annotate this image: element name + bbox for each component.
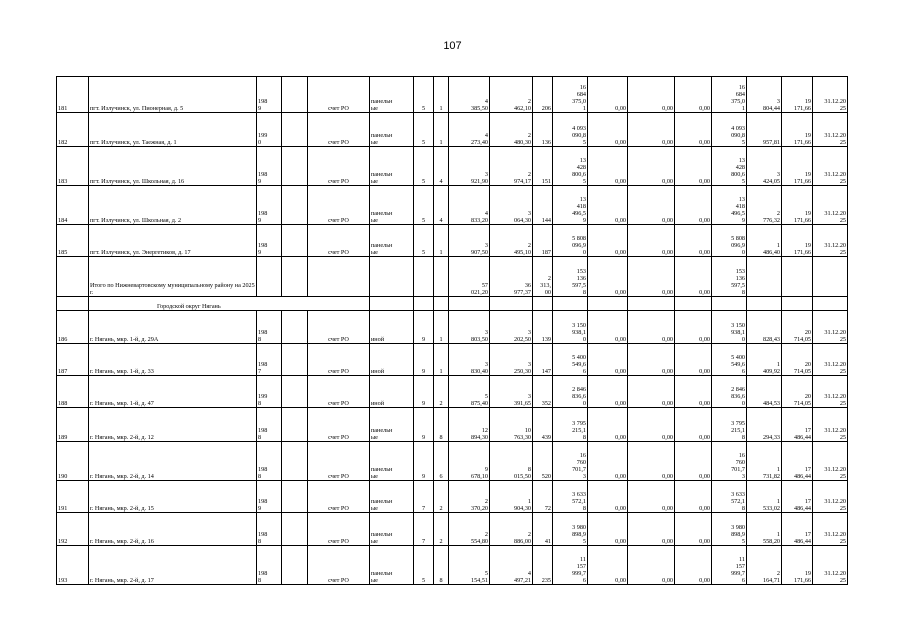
cell-cost: 11 157 999,7 6 bbox=[553, 546, 588, 585]
cell-c1: 0,00 bbox=[588, 513, 628, 546]
cell-address: пгт. Излучинск, ул. Таежная, д. 1 bbox=[89, 113, 257, 147]
cell-empty bbox=[282, 442, 308, 481]
cell-cost2: 3 795 215,1 8 bbox=[712, 408, 747, 442]
cell-sp2: 19 171,66 bbox=[782, 546, 813, 585]
table-row bbox=[57, 186, 848, 225]
cell-entr: 1 bbox=[434, 113, 449, 147]
cell-c2: 0,00 bbox=[628, 311, 675, 344]
cell-c1: 0,00 bbox=[588, 225, 628, 257]
cell-entr: 8 bbox=[434, 546, 449, 585]
cell-people: 41 bbox=[533, 513, 553, 546]
cell-wall: панельн ые bbox=[370, 442, 414, 481]
cell-area1: 12 894,30 bbox=[449, 408, 490, 442]
cell-sp2: 20 714,05 bbox=[782, 311, 813, 344]
table-row bbox=[57, 77, 848, 113]
cell-floors: 5 bbox=[414, 77, 434, 113]
table-row bbox=[57, 225, 848, 257]
cell-year: 198 8 bbox=[257, 442, 282, 481]
cell-floors: 5 bbox=[414, 113, 434, 147]
cell-address: пгт. Излучинск, ул. Пионерная, д. 5 bbox=[89, 77, 257, 113]
table-row bbox=[57, 546, 848, 585]
cell-c1: 0,00 bbox=[588, 546, 628, 585]
cell-date: 31.12.20 25 bbox=[813, 186, 848, 225]
cell-cost2: 4 093 090,8 5 bbox=[712, 113, 747, 147]
cell-area2: 3 250,30 bbox=[490, 344, 533, 376]
cell-cost: 3 150 938,1 0 bbox=[553, 311, 588, 344]
total-label: Итого по Нижневартовскому муниципальному району на 2025 г. bbox=[89, 257, 257, 297]
cell-year: 198 9 bbox=[257, 225, 282, 257]
cell-people: 147 bbox=[533, 344, 553, 376]
cell-no: 181 bbox=[57, 77, 89, 113]
cell-c3: 0,00 bbox=[675, 311, 712, 344]
table-row bbox=[57, 481, 848, 513]
table-body-city bbox=[57, 311, 848, 585]
cell-wall: панельн ые bbox=[370, 147, 414, 186]
cell-cost2: 13 418 496,5 9 bbox=[712, 186, 747, 225]
cell-area2: 8 015,50 bbox=[490, 442, 533, 481]
cell-c1: 0,00 bbox=[588, 481, 628, 513]
cell-no: 190 bbox=[57, 442, 89, 481]
cell-entr: 1 bbox=[434, 311, 449, 344]
table-row bbox=[57, 344, 848, 376]
cell-sp1: 294,33 bbox=[747, 408, 782, 442]
cell-c1: 0,00 bbox=[588, 408, 628, 442]
cell-cost: 5 400 549,6 6 bbox=[553, 344, 588, 376]
cell-area1: 5 154,51 bbox=[449, 546, 490, 585]
cell-floors: 9 bbox=[414, 376, 434, 408]
total-cost: 153 136 597,5 8 bbox=[553, 257, 588, 297]
cell-c2: 0,00 bbox=[628, 442, 675, 481]
cell-area1: 3 907,50 bbox=[449, 225, 490, 257]
cell-area2: 3 391,65 bbox=[490, 376, 533, 408]
page-number: 107 bbox=[443, 40, 462, 52]
table-row bbox=[57, 442, 848, 481]
cell-area1: 5 875,40 bbox=[449, 376, 490, 408]
cell-c1: 0,00 bbox=[588, 442, 628, 481]
cell-c3: 0,00 bbox=[675, 376, 712, 408]
cell-cost: 16 684 375,0 1 bbox=[553, 77, 588, 113]
total-row bbox=[57, 257, 848, 297]
cell-c1: 0,00 bbox=[588, 311, 628, 344]
cell-area2: 10 763,30 bbox=[490, 408, 533, 442]
cell-floors: 5 bbox=[414, 186, 434, 225]
cell-sp1: 484,53 bbox=[747, 376, 782, 408]
cell-entr: 8 bbox=[434, 408, 449, 442]
cell-c1: 0,00 bbox=[588, 186, 628, 225]
cell-area1: 2 370,20 bbox=[449, 481, 490, 513]
register-table bbox=[56, 76, 848, 585]
cell-cost2: 13 428 800,6 5 bbox=[712, 147, 747, 186]
cell-cost2: 5 808 096,9 0 bbox=[712, 225, 747, 257]
cell-cost2: 2 846 836,6 0 bbox=[712, 376, 747, 408]
cell-sp2: 17 486,44 bbox=[782, 513, 813, 546]
cell-people: 139 bbox=[533, 311, 553, 344]
cell-sp1: 1 409,92 bbox=[747, 344, 782, 376]
cell-cost: 3 980 898,9 5 bbox=[553, 513, 588, 546]
cell-area1: 3 803,50 bbox=[449, 311, 490, 344]
cell-date: 31.12.20 25 bbox=[813, 513, 848, 546]
cell-wall: панельн ые bbox=[370, 225, 414, 257]
cell-area2: 2 462,10 bbox=[490, 77, 533, 113]
cell-empty bbox=[282, 113, 308, 147]
table-row bbox=[57, 408, 848, 442]
cell-sp1: 3 804,44 bbox=[747, 77, 782, 113]
cell-date: 31.12.20 25 bbox=[813, 408, 848, 442]
cell-c2: 0,00 bbox=[628, 546, 675, 585]
cell-cost: 4 093 090,8 5 bbox=[553, 113, 588, 147]
cell-area1: 3 921,90 bbox=[449, 147, 490, 186]
cell-c2: 0,00 bbox=[628, 225, 675, 257]
cell-address: пгт. Излучинск, ул. Школьная, д. 16 bbox=[89, 147, 257, 186]
cell-address: г. Нягань, мкр. 1-й, д. 33 bbox=[89, 344, 257, 376]
cell-date: 31.12.20 25 bbox=[813, 546, 848, 585]
total-people: 2 313, 00 bbox=[533, 257, 553, 297]
cell-sp1: 1 486,40 bbox=[747, 225, 782, 257]
cell-date: 31.12.20 25 bbox=[813, 147, 848, 186]
cell-cost2: 3 980 898,9 5 bbox=[712, 513, 747, 546]
cell-c1: 0,00 bbox=[588, 113, 628, 147]
cell-year: 198 9 bbox=[257, 77, 282, 113]
cell-c1: 0,00 bbox=[588, 77, 628, 113]
cell-entr: 1 bbox=[434, 225, 449, 257]
cell-c2: 0,00 bbox=[628, 113, 675, 147]
cell-empty bbox=[282, 77, 308, 113]
cell-entr: 1 bbox=[434, 77, 449, 113]
cell-fund: счет РО bbox=[308, 344, 370, 376]
cell-area1: 4 833,20 bbox=[449, 186, 490, 225]
cell-date: 31.12.20 25 bbox=[813, 77, 848, 113]
cell-floors: 7 bbox=[414, 513, 434, 546]
cell-people: 352 bbox=[533, 376, 553, 408]
total-c1: 0,00 bbox=[588, 257, 628, 297]
cell-no: 193 bbox=[57, 546, 89, 585]
cell-fund: счет РО bbox=[308, 513, 370, 546]
cell-c3: 0,00 bbox=[675, 513, 712, 546]
cell-empty bbox=[282, 186, 308, 225]
total-c3: 0,00 bbox=[675, 257, 712, 297]
cell-year: 198 8 bbox=[257, 408, 282, 442]
cell-fund: счет РО bbox=[308, 77, 370, 113]
cell-empty bbox=[282, 546, 308, 585]
cell-sp2: 20 714,05 bbox=[782, 376, 813, 408]
cell-floors: 9 bbox=[414, 344, 434, 376]
cell-no: 183 bbox=[57, 147, 89, 186]
cell-c3: 0,00 bbox=[675, 147, 712, 186]
cell-c3: 0,00 bbox=[675, 77, 712, 113]
cell-wall: иной bbox=[370, 344, 414, 376]
cell-sp2: 19 171,66 bbox=[782, 225, 813, 257]
cell-sp2: 17 486,44 bbox=[782, 481, 813, 513]
cell-sp2: 17 486,44 bbox=[782, 408, 813, 442]
cell-year: 198 9 bbox=[257, 147, 282, 186]
cell-c3: 0,00 bbox=[675, 186, 712, 225]
cell-sp1: 828,43 bbox=[747, 311, 782, 344]
cell-address: г. Нягань, мкр. 2-й, д. 15 bbox=[89, 481, 257, 513]
cell-fund: счет РО bbox=[308, 481, 370, 513]
table-row bbox=[57, 113, 848, 147]
cell-c2: 0,00 bbox=[628, 186, 675, 225]
cell-sp1: 2 164,71 bbox=[747, 546, 782, 585]
cell-no: 185 bbox=[57, 225, 89, 257]
cell-wall: панельн ые bbox=[370, 113, 414, 147]
cell-year: 198 9 bbox=[257, 481, 282, 513]
cell-floors: 9 bbox=[414, 442, 434, 481]
cell-floors: 5 bbox=[414, 546, 434, 585]
cell-cost: 16 760 701,7 3 bbox=[553, 442, 588, 481]
cell-c2: 0,00 bbox=[628, 376, 675, 408]
cell-entr: 1 bbox=[434, 344, 449, 376]
cell-c3: 0,00 bbox=[675, 344, 712, 376]
cell-no: 186 bbox=[57, 311, 89, 344]
cell-year: 199 0 bbox=[257, 113, 282, 147]
cell-date: 31.12.20 25 bbox=[813, 344, 848, 376]
cell-address: г. Нягань, мкр. 2-й, д. 16 bbox=[89, 513, 257, 546]
cell-c2: 0,00 bbox=[628, 481, 675, 513]
cell-area1: 3 830,40 bbox=[449, 344, 490, 376]
cell-cost2: 11 157 999,7 6 bbox=[712, 546, 747, 585]
cell-cost: 2 846 836,6 0 bbox=[553, 376, 588, 408]
cell-empty bbox=[282, 376, 308, 408]
cell-floors: 9 bbox=[414, 408, 434, 442]
cell-entr: 4 bbox=[434, 147, 449, 186]
cell-cost: 13 418 496,5 9 bbox=[553, 186, 588, 225]
cell-c3: 0,00 bbox=[675, 481, 712, 513]
cell-wall: панельн ые bbox=[370, 77, 414, 113]
cell-address: г. Нягань, мкр. 2-й, д. 14 bbox=[89, 442, 257, 481]
cell-fund: счет РО bbox=[308, 442, 370, 481]
cell-area2: 4 497,21 bbox=[490, 546, 533, 585]
cell-sp1: 1 533,02 bbox=[747, 481, 782, 513]
cell-empty bbox=[282, 147, 308, 186]
cell-address: пгт. Излучинск, ул. Школьная, д. 2 bbox=[89, 186, 257, 225]
table-body-district bbox=[57, 77, 848, 257]
table-row bbox=[57, 147, 848, 186]
cell-empty bbox=[282, 225, 308, 257]
table-row bbox=[57, 311, 848, 344]
cell-c3: 0,00 bbox=[675, 546, 712, 585]
cell-no: 192 bbox=[57, 513, 89, 546]
cell-cost: 3 633 572,1 8 bbox=[553, 481, 588, 513]
cell-fund: счет РО bbox=[308, 225, 370, 257]
cell-cost: 5 808 096,9 0 bbox=[553, 225, 588, 257]
cell-address: пгт. Излучинск, ул. Энергетиков, д. 17 bbox=[89, 225, 257, 257]
cell-year: 198 7 bbox=[257, 344, 282, 376]
cell-no: 188 bbox=[57, 376, 89, 408]
cell-c3: 0,00 bbox=[675, 442, 712, 481]
cell-wall: панельн ые bbox=[370, 481, 414, 513]
cell-empty bbox=[282, 408, 308, 442]
cell-c2: 0,00 bbox=[628, 513, 675, 546]
cell-date: 31.12.20 25 bbox=[813, 376, 848, 408]
cell-people: 520 bbox=[533, 442, 553, 481]
cell-entr: 4 bbox=[434, 186, 449, 225]
cell-year: 198 8 bbox=[257, 513, 282, 546]
cell-area1: 4 385,50 bbox=[449, 77, 490, 113]
cell-sp1: 2 776,32 bbox=[747, 186, 782, 225]
cell-fund: счет РО bbox=[308, 113, 370, 147]
cell-people: 72 bbox=[533, 481, 553, 513]
cell-wall: панельн ые bbox=[370, 546, 414, 585]
cell-sp2: 17 486,44 bbox=[782, 442, 813, 481]
cell-sp1: 1 558,20 bbox=[747, 513, 782, 546]
cell-fund: счет РО bbox=[308, 408, 370, 442]
cell-wall: иной bbox=[370, 311, 414, 344]
cell-no: 187 bbox=[57, 344, 89, 376]
cell-sp2: 19 171,66 bbox=[782, 77, 813, 113]
cell-sp2: 20 714,05 bbox=[782, 344, 813, 376]
cell-c1: 0,00 bbox=[588, 376, 628, 408]
cell-no: 182 bbox=[57, 113, 89, 147]
cell-cost2: 3 150 938,1 0 bbox=[712, 311, 747, 344]
cell-no: 189 bbox=[57, 408, 89, 442]
cell-fund: счет РО bbox=[308, 546, 370, 585]
cell-entr: 2 bbox=[434, 513, 449, 546]
cell-sp2: 19 171,66 bbox=[782, 113, 813, 147]
total-cost2: 153 136 597,5 8 bbox=[712, 257, 747, 297]
cell-area1: 9 678,10 bbox=[449, 442, 490, 481]
table-total-section bbox=[57, 257, 848, 311]
cell-people: 151 bbox=[533, 147, 553, 186]
cell-c2: 0,00 bbox=[628, 77, 675, 113]
total-c2: 0,00 bbox=[628, 257, 675, 297]
cell-empty bbox=[282, 311, 308, 344]
cell-cost2: 3 633 572,1 8 bbox=[712, 481, 747, 513]
cell-people: 144 bbox=[533, 186, 553, 225]
cell-c3: 0,00 bbox=[675, 113, 712, 147]
cell-wall: панельн ые bbox=[370, 408, 414, 442]
cell-sp1: 1 731,82 bbox=[747, 442, 782, 481]
cell-floors: 5 bbox=[414, 225, 434, 257]
cell-fund: счет РО bbox=[308, 186, 370, 225]
cell-area1: 4 273,40 bbox=[449, 113, 490, 147]
cell-wall: иной bbox=[370, 376, 414, 408]
cell-people: 136 bbox=[533, 113, 553, 147]
cell-empty bbox=[282, 513, 308, 546]
cell-address: г. Нягань, мкр. 1-й, д. 47 bbox=[89, 376, 257, 408]
cell-sp2: 19 171,66 bbox=[782, 147, 813, 186]
total-area1: 57 021,20 bbox=[449, 257, 490, 297]
cell-empty bbox=[282, 344, 308, 376]
cell-cost: 13 428 800,6 5 bbox=[553, 147, 588, 186]
cell-c2: 0,00 bbox=[628, 408, 675, 442]
cell-wall: панельн ые bbox=[370, 186, 414, 225]
cell-c1: 0,00 bbox=[588, 344, 628, 376]
cell-floors: 5 bbox=[414, 147, 434, 186]
cell-date: 31.12.20 25 bbox=[813, 311, 848, 344]
cell-area2: 2 480,30 bbox=[490, 113, 533, 147]
cell-year: 198 8 bbox=[257, 546, 282, 585]
cell-c2: 0,00 bbox=[628, 344, 675, 376]
cell-people: 187 bbox=[533, 225, 553, 257]
cell-c3: 0,00 bbox=[675, 225, 712, 257]
cell-fund: счет РО bbox=[308, 376, 370, 408]
cell-no: 184 bbox=[57, 186, 89, 225]
cell-area2: 3 202,50 bbox=[490, 311, 533, 344]
cell-sp1: 3 424,05 bbox=[747, 147, 782, 186]
table-row bbox=[57, 513, 848, 546]
cell-fund: счет РО bbox=[308, 311, 370, 344]
cell-no: 191 bbox=[57, 481, 89, 513]
cell-wall: панельн ые bbox=[370, 513, 414, 546]
cell-empty bbox=[282, 481, 308, 513]
section-title: Городской округ Нягань bbox=[89, 297, 370, 311]
cell-people: 206 bbox=[533, 77, 553, 113]
cell-address: г. Нягань, мкр. 2-й, д. 12 bbox=[89, 408, 257, 442]
cell-cost: 3 795 215,1 8 bbox=[553, 408, 588, 442]
cell-date: 31.12.20 25 bbox=[813, 481, 848, 513]
cell-fund: счет РО bbox=[308, 147, 370, 186]
cell-area2: 1 904,30 bbox=[490, 481, 533, 513]
cell-c1: 0,00 bbox=[588, 147, 628, 186]
cell-entr: 2 bbox=[434, 481, 449, 513]
cell-entr: 6 bbox=[434, 442, 449, 481]
cell-floors: 9 bbox=[414, 311, 434, 344]
cell-people: 439 bbox=[533, 408, 553, 442]
cell-cost2: 5 400 549,6 6 bbox=[712, 344, 747, 376]
cell-year: 198 9 bbox=[257, 186, 282, 225]
cell-c3: 0,00 bbox=[675, 408, 712, 442]
cell-sp1: 957,81 bbox=[747, 113, 782, 147]
cell-area2: 2 495,10 bbox=[490, 225, 533, 257]
section-row bbox=[57, 297, 848, 311]
cell-area2: 2 974,17 bbox=[490, 147, 533, 186]
cell-people: 235 bbox=[533, 546, 553, 585]
total-area2: 36 977,37 bbox=[490, 257, 533, 297]
cell-c2: 0,00 bbox=[628, 147, 675, 186]
cell-cost2: 16 684 375,0 1 bbox=[712, 77, 747, 113]
cell-area2: 3 064,30 bbox=[490, 186, 533, 225]
cell-date: 31.12.20 25 bbox=[813, 442, 848, 481]
cell-floors: 7 bbox=[414, 481, 434, 513]
cell-entr: 2 bbox=[434, 376, 449, 408]
cell-date: 31.12.20 25 bbox=[813, 225, 848, 257]
cell-area1: 2 554,80 bbox=[449, 513, 490, 546]
cell-address: г. Нягань, мкр. 1-й, д. 29А bbox=[89, 311, 257, 344]
cell-area2: 2 886,00 bbox=[490, 513, 533, 546]
cell-date: 31.12.20 25 bbox=[813, 113, 848, 147]
cell-sp2: 19 171,66 bbox=[782, 186, 813, 225]
cell-cost2: 16 760 701,7 3 bbox=[712, 442, 747, 481]
cell-year: 198 8 bbox=[257, 311, 282, 344]
cell-address: г. Нягань, мкр. 2-й, д. 17 bbox=[89, 546, 257, 585]
cell-year: 199 8 bbox=[257, 376, 282, 408]
table-row bbox=[57, 376, 848, 408]
